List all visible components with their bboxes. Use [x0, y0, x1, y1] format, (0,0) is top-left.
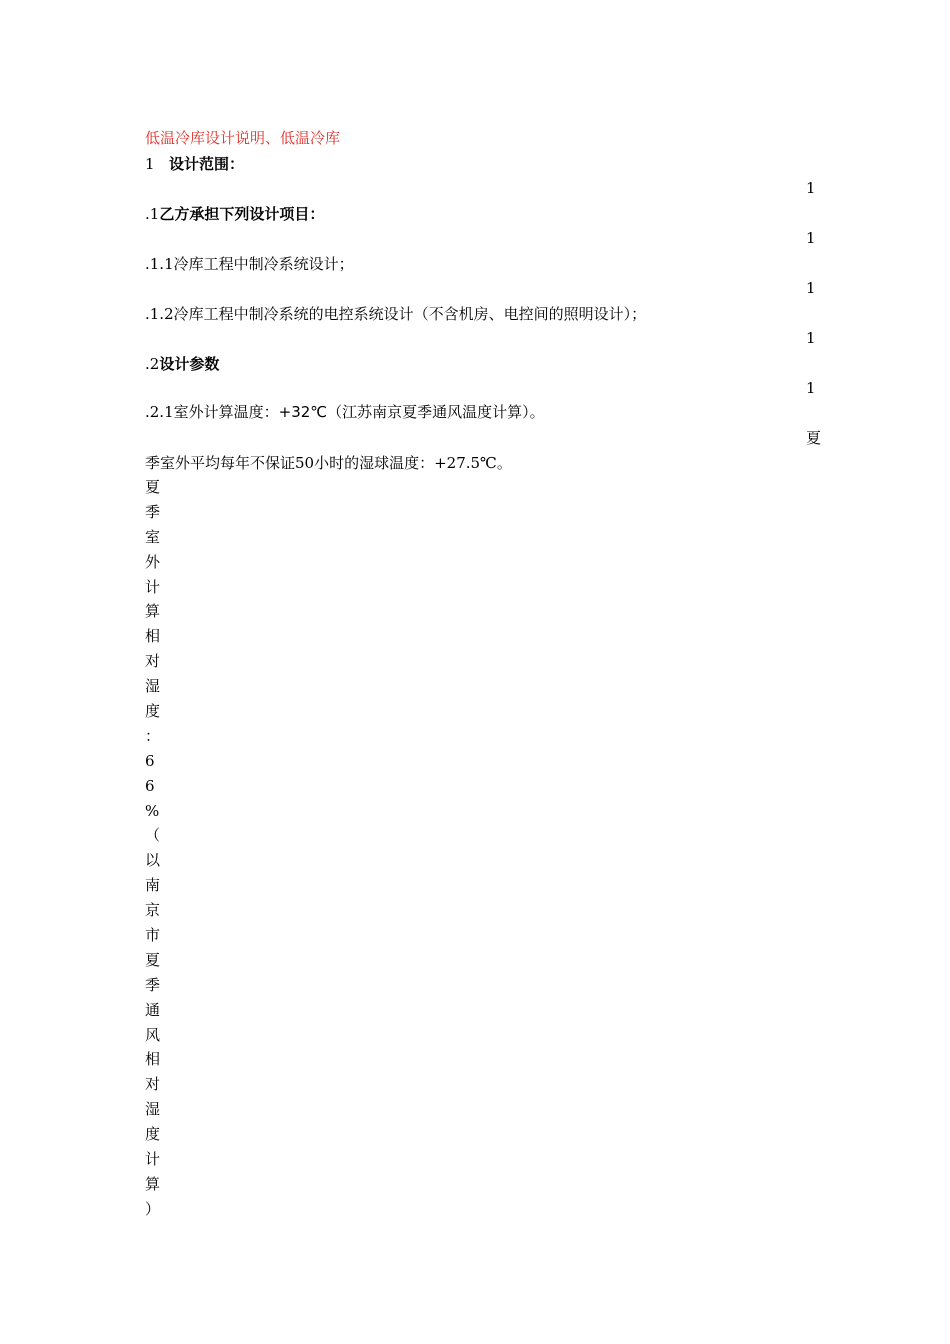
vertical-char: 南	[145, 876, 161, 895]
margin-marker: 1	[806, 229, 816, 247]
margin-marker: 1	[806, 329, 816, 347]
section-1-1-1-label: 冷库工程中制冷系统设计；	[173, 255, 354, 273]
section-1-2-prefix: .2	[145, 355, 160, 373]
section-1-1-2-prefix: .1.2	[145, 305, 174, 323]
vertical-char: ：	[145, 726, 161, 745]
vertical-char: 计	[145, 577, 161, 596]
section-1-1-label: 乙方承担下列设计项目：	[159, 205, 325, 223]
section-1-heading	[145, 154, 244, 174]
section-1-1-prefix: .1	[145, 205, 160, 223]
section-1-1-2	[145, 304, 646, 324]
section-1-1	[145, 204, 324, 224]
vertical-char: 计	[145, 1150, 161, 1169]
section-1-1-1-prefix: .1.1	[145, 255, 174, 273]
outdoor-temperature-value: +32℃	[278, 403, 328, 421]
vertical-char: 夏	[145, 478, 161, 496]
vertical-char: 度	[145, 702, 161, 721]
vertical-char: 京	[145, 901, 161, 920]
vertical-char: 市	[145, 926, 161, 945]
vertical-char: ）	[145, 1199, 161, 1218]
vertical-char: 季	[145, 975, 161, 994]
vertical-text-column	[145, 477, 165, 1224]
margin-marker: 夏	[806, 429, 822, 447]
vertical-char: （	[145, 826, 161, 845]
vertical-char: 6	[145, 776, 155, 795]
wet-bulb-line: 季室外平均每年不保证50小时的湿球温度：+27.5℃。	[145, 454, 512, 472]
vertical-char: 度	[145, 1125, 161, 1144]
section-1-label: 设计范围：	[169, 155, 245, 173]
vertical-char: 相	[145, 1050, 161, 1069]
vertical-char: 湿	[145, 677, 161, 696]
section-1-2-1-prefix: .2.1	[145, 403, 174, 421]
vertical-char: 算	[145, 602, 161, 621]
vertical-char: 外	[145, 552, 161, 571]
section-1-1-1	[145, 254, 354, 274]
section-1-2-1	[145, 402, 545, 422]
vertical-char: 室	[145, 527, 161, 546]
vertical-char: 对	[145, 652, 161, 671]
vertical-char: 通	[145, 1000, 161, 1019]
vertical-char: 算	[145, 1174, 161, 1193]
section-1-2-1-suffix: （江苏南京夏季通风温度计算）。	[327, 403, 545, 421]
vertical-char: 湿	[145, 1100, 161, 1119]
section-1-1-2-label: 冷库工程中制冷系统的电控系统设计（不含机房、电控间的照明设计）；	[173, 305, 647, 323]
vertical-char: %	[145, 801, 160, 820]
vertical-char: 夏	[145, 950, 161, 969]
section-1-number: 1	[145, 155, 155, 173]
vertical-char: 相	[145, 627, 161, 646]
vertical-char: 对	[145, 1075, 161, 1094]
vertical-char: 风	[145, 1025, 161, 1044]
vertical-char: 以	[145, 851, 161, 870]
section-1-2-label: 设计参数	[159, 355, 220, 373]
section-1-2	[145, 354, 219, 374]
vertical-char: 季	[145, 502, 161, 521]
margin-marker: 1	[806, 279, 816, 297]
document-title: 低温冷库设计说明、低温冷库	[145, 129, 341, 147]
margin-marker: 1	[806, 379, 816, 397]
margin-marker: 1	[806, 179, 816, 197]
section-1-2-1-label: 室外计算温度：	[173, 403, 279, 421]
vertical-char: 6	[145, 751, 155, 770]
